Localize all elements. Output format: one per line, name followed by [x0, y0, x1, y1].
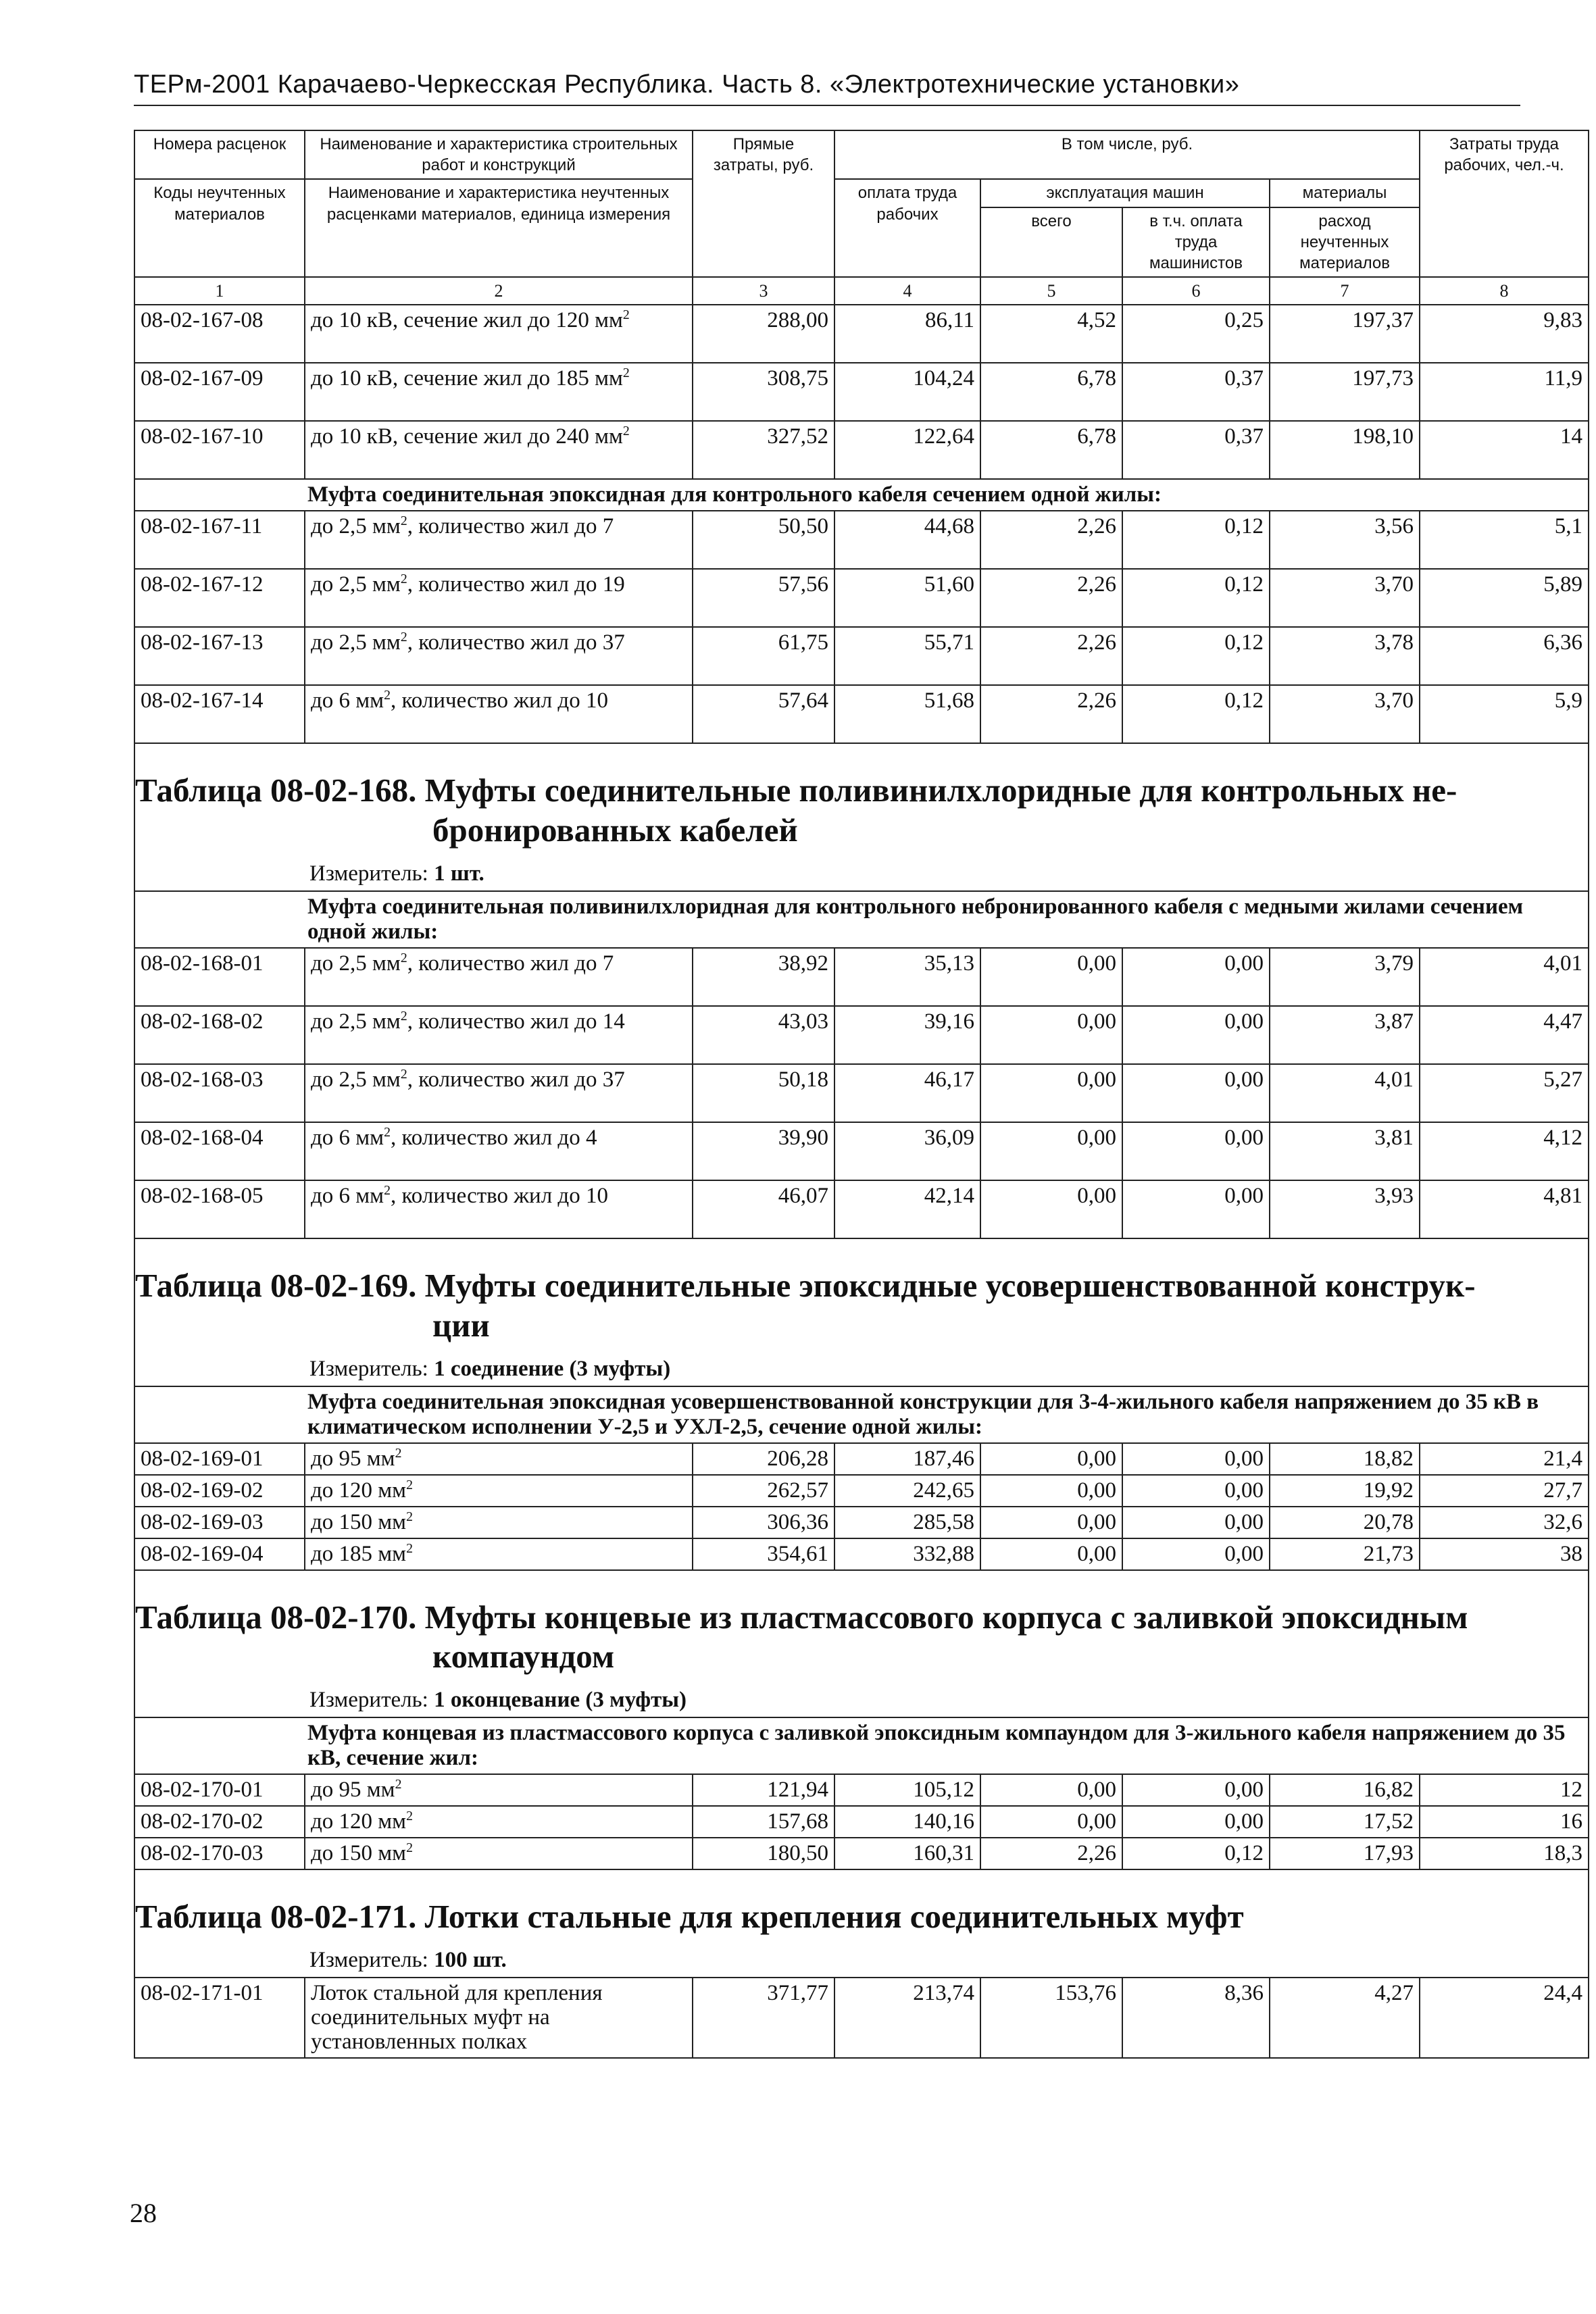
rate-code-cell: 08-02-169-04: [134, 1538, 305, 1570]
direct-costs-cell: 50,50: [693, 511, 834, 569]
direct-costs-cell: 308,75: [693, 363, 834, 421]
labor-pay-cell: 46,17: [834, 1064, 980, 1122]
table-169-section: [134, 1238, 1589, 1386]
table-170-title: [135, 1598, 1588, 1678]
direct-costs-cell: 157,68: [693, 1806, 834, 1838]
superscript: 2: [400, 1008, 407, 1024]
rate-name-cell: [305, 948, 693, 1006]
table-170-measure: [135, 1688, 1588, 1713]
rate-code-cell: 08-02-170-03: [134, 1838, 305, 1869]
rate-name-cell: [305, 1538, 693, 1570]
rate-name-cell: [305, 1507, 693, 1538]
rate-name-text: , количество жил до 10: [390, 688, 608, 713]
materials-cell: 3,93: [1270, 1180, 1420, 1238]
table-row: [134, 1180, 1589, 1238]
labor-costs-cell: 21,4: [1420, 1443, 1589, 1475]
superscript: 2: [406, 1840, 413, 1856]
rate-code-cell: 08-02-170-02: [134, 1806, 305, 1838]
table-171-section: [134, 1869, 1589, 1978]
machinist-pay-cell: 0,12: [1122, 627, 1270, 685]
materials-cell: 20,78: [1270, 1507, 1420, 1538]
labor-costs-cell: 5,27: [1420, 1064, 1589, 1122]
superscript: 2: [400, 513, 407, 529]
superscript: 2: [395, 1445, 402, 1461]
column-number: 2: [305, 277, 693, 305]
table-row: [134, 1475, 1589, 1507]
materials-cell: 21,73: [1270, 1538, 1420, 1570]
machines-cell: 0,00: [980, 1180, 1122, 1238]
machines-cell: 0,00: [980, 1475, 1122, 1507]
machinist-pay-cell: 0,00: [1122, 1006, 1270, 1064]
labor-costs-cell: 12: [1420, 1774, 1589, 1806]
superscript: 2: [406, 1509, 413, 1524]
rate-code-cell: 08-02-168-01: [134, 948, 305, 1006]
table-row: [134, 1538, 1589, 1570]
rate-name-text: до 120 мм: [311, 1809, 407, 1834]
machines-cell: 4,52: [980, 305, 1122, 363]
table-168-measure: [135, 861, 1588, 886]
rate-name-text: , количество жил до 37: [407, 630, 625, 655]
materials-cell: 197,73: [1270, 363, 1420, 421]
rate-name-cell: [305, 1774, 693, 1806]
column-number: 8: [1420, 277, 1589, 305]
materials-cell: 3,56: [1270, 511, 1420, 569]
header-unaccounted-materials: расход неучтенных материалов: [1270, 207, 1420, 278]
header-work-name: Наименование и характеристика строительных работ и конструкций: [305, 130, 693, 179]
table-168-section: [134, 743, 1589, 891]
materials-cell: 3,78: [1270, 627, 1420, 685]
rate-name-cell: [305, 1122, 693, 1180]
rate-name-text: до 150 мм: [311, 1841, 407, 1866]
table-title-line: Таблица 08-02-170. Муфты концевые из пластмассового корпуса с заливкой эпоксидным: [135, 1598, 1468, 1636]
superscript: 2: [622, 366, 630, 381]
labor-costs-cell: 4,12: [1420, 1122, 1589, 1180]
rates-sheet: [134, 130, 1588, 2059]
page-number: 28: [130, 2198, 157, 2228]
machinist-pay-cell: 0,00: [1122, 1180, 1270, 1238]
machines-cell: 0,00: [980, 1806, 1122, 1838]
header-material-name: Наименование и характеристика неучтенных расценками материалов, единица измерения: [305, 179, 693, 277]
machines-cell: 0,00: [980, 1064, 1122, 1122]
direct-costs-cell: 61,75: [693, 627, 834, 685]
labor-costs-cell: 27,7: [1420, 1475, 1589, 1507]
machinist-pay-cell: 0,12: [1122, 1838, 1270, 1869]
table-row: [134, 421, 1589, 479]
table-171-measure: [135, 1948, 1588, 1973]
machines-cell: 153,76: [980, 1978, 1122, 2058]
rate-name-text: до 2,5 мм: [311, 572, 401, 597]
rate-name-text: до 6 мм: [311, 1125, 384, 1150]
labor-costs-cell: 6,36: [1420, 627, 1589, 685]
rates-table: [134, 130, 1589, 2059]
materials-cell: 3,70: [1270, 685, 1420, 743]
section-caption: Муфта концевая из пластмассового корпуса с заливкой эпоксидным компаундом для 3-жильного кабеля напряжением до 35 кВ, сечение жил:: [305, 1717, 1589, 1774]
direct-costs-cell: 39,90: [693, 1122, 834, 1180]
column-number: 7: [1270, 277, 1420, 305]
block-167-rows: [134, 305, 1589, 479]
table-169-title: [135, 1266, 1588, 1346]
labor-costs-cell: 5,89: [1420, 569, 1589, 627]
table-row: [134, 1774, 1589, 1806]
table-168-rows: [134, 948, 1589, 1238]
direct-costs-cell: 50,18: [693, 1064, 834, 1122]
rate-name-cell: [305, 1443, 693, 1475]
table-170-rows: [134, 1774, 1589, 1869]
machinist-pay-cell: 0,12: [1122, 685, 1270, 743]
materials-cell: 3,79: [1270, 948, 1420, 1006]
machines-cell: 6,78: [980, 421, 1122, 479]
column-numbers-row: [134, 277, 1589, 305]
labor-costs-cell: 24,4: [1420, 1978, 1589, 2058]
labor-costs-cell: 38: [1420, 1538, 1589, 1570]
superscript: 2: [384, 1182, 391, 1198]
rate-code-cell: 08-02-167-08: [134, 305, 305, 363]
direct-costs-cell: 121,94: [693, 1774, 834, 1806]
materials-cell: 18,82: [1270, 1443, 1420, 1475]
rate-name-cell: [305, 569, 693, 627]
direct-costs-cell: 206,28: [693, 1443, 834, 1475]
materials-cell: 4,27: [1270, 1978, 1420, 2058]
table-169-rows: [134, 1443, 1589, 1570]
table-170-section: [134, 1570, 1589, 1718]
labor-costs-cell: 4,81: [1420, 1180, 1589, 1238]
materials-cell: 16,82: [1270, 1774, 1420, 1806]
materials-cell: 197,37: [1270, 305, 1420, 363]
superscript: 2: [622, 424, 630, 439]
table-title-line: бронированных кабелей: [432, 811, 798, 849]
rate-name-cell: [305, 511, 693, 569]
rate-name-text: Лоток стальной для крепления соединительных муфт на установленных полках: [311, 1980, 603, 2055]
table-row: [134, 685, 1589, 743]
rate-name-text: , количество жил до 19: [407, 572, 625, 597]
header-total: всего: [980, 207, 1122, 278]
rate-name-cell: [305, 1180, 693, 1238]
rate-code-cell: 08-02-169-01: [134, 1443, 305, 1475]
direct-costs-cell: 180,50: [693, 1838, 834, 1869]
labor-pay-cell: 39,16: [834, 1006, 980, 1064]
rate-name-cell: [305, 1475, 693, 1507]
superscript: 2: [400, 572, 407, 587]
labor-pay-cell: 35,13: [834, 948, 980, 1006]
labor-costs-cell: 5,9: [1420, 685, 1589, 743]
header-machine-ops: эксплуатация машин: [980, 179, 1270, 207]
rate-name-text: , количество жил до 7: [407, 514, 614, 539]
machinist-pay-cell: 0,00: [1122, 1122, 1270, 1180]
table-title-line: Таблица 08-02-171. Лотки стальные для крепления соединительных муфт: [135, 1898, 1244, 1936]
section-caption: Муфта соединительная поливинилхлоридная для контрольного небронированного кабеля с медными жилами сечением одной жилы:: [305, 891, 1589, 948]
rate-name-text: до 120 мм: [311, 1478, 407, 1503]
table-row: [134, 1507, 1589, 1538]
column-number: 6: [1122, 277, 1270, 305]
block-167-rows-2: [134, 511, 1589, 743]
header-incl-machinist: в т.ч. оплата труда машинистов: [1122, 207, 1270, 278]
table-170-caption-row: [134, 1717, 1589, 1774]
superscript: 2: [384, 688, 391, 703]
table-row: [134, 363, 1589, 421]
rate-name-text: , количество жил до 7: [407, 951, 614, 976]
materials-cell: 19,92: [1270, 1475, 1420, 1507]
materials-cell: 3,81: [1270, 1122, 1420, 1180]
table-row: [134, 569, 1589, 627]
machinist-pay-cell: 0,00: [1122, 1443, 1270, 1475]
superscript: 2: [400, 630, 407, 645]
rate-code-cell: 08-02-171-01: [134, 1978, 305, 2058]
rate-name-text: до 2,5 мм: [311, 1009, 401, 1034]
rate-name-text: , количество жил до 4: [390, 1125, 597, 1150]
machinist-pay-cell: 0,00: [1122, 1538, 1270, 1570]
table-title-line: ции: [432, 1306, 490, 1344]
rate-code-cell: 08-02-167-11: [134, 511, 305, 569]
machinist-pay-cell: 0,00: [1122, 948, 1270, 1006]
direct-costs-cell: 327,52: [693, 421, 834, 479]
rate-name-text: , количество жил до 10: [390, 1183, 608, 1208]
labor-pay-cell: 122,64: [834, 421, 980, 479]
labor-costs-cell: 32,6: [1420, 1507, 1589, 1538]
table-row: [134, 1806, 1589, 1838]
labor-pay-cell: 285,58: [834, 1507, 980, 1538]
labor-pay-cell: 242,65: [834, 1475, 980, 1507]
table-row: [134, 1122, 1589, 1180]
labor-pay-cell: 51,68: [834, 685, 980, 743]
machinist-pay-cell: 0,00: [1122, 1507, 1270, 1538]
direct-costs-cell: 262,57: [693, 1475, 834, 1507]
labor-pay-cell: 44,68: [834, 511, 980, 569]
machines-cell: 2,26: [980, 569, 1122, 627]
rate-name-cell: [305, 305, 693, 363]
machines-cell: 2,26: [980, 685, 1122, 743]
block-167-caption-row: [134, 479, 1589, 511]
labor-pay-cell: 36,09: [834, 1122, 980, 1180]
direct-costs-cell: 57,56: [693, 569, 834, 627]
machines-cell: 0,00: [980, 1507, 1122, 1538]
rate-code-cell: 08-02-168-05: [134, 1180, 305, 1238]
rate-name-text: , количество жил до 37: [407, 1067, 625, 1092]
table-171-rows: [134, 1978, 1589, 2058]
labor-pay-cell: 332,88: [834, 1538, 980, 1570]
page-header: ТЕРм-2001 Карачаево-Черкесская Республика. Часть 8. «Электротехнические установки»: [134, 70, 1520, 106]
column-number: 1: [134, 277, 305, 305]
measure-value: 1 шт.: [434, 861, 484, 886]
materials-cell: 198,10: [1270, 421, 1420, 479]
measure-label: Измеритель:: [309, 1947, 434, 1972]
labor-pay-cell: 51,60: [834, 569, 980, 627]
labor-pay-cell: 160,31: [834, 1838, 980, 1869]
rate-name-text: до 6 мм: [311, 688, 384, 713]
labor-pay-cell: 105,12: [834, 1774, 980, 1806]
machinist-pay-cell: 0,37: [1122, 363, 1270, 421]
direct-costs-cell: 371,77: [693, 1978, 834, 2058]
rate-name-cell: [305, 627, 693, 685]
section-caption: Муфта соединительная эпоксидная усовершенствованной конструкции для 3-4-жильного кабеля напряжением до 35 кВ в климатическом исполнении У-2,5 и УХЛ-2,5, сечение одной жилы:: [305, 1386, 1589, 1443]
materials-cell: 17,93: [1270, 1838, 1420, 1869]
rate-name-cell: [305, 421, 693, 479]
machinist-pay-cell: 0,37: [1122, 421, 1270, 479]
measure-label: Измеритель:: [309, 1688, 434, 1713]
direct-costs-cell: 288,00: [693, 305, 834, 363]
rate-code-cell: 08-02-170-01: [134, 1774, 305, 1806]
header-materials: материалы: [1270, 179, 1420, 207]
rate-name-text: до 6 мм: [311, 1183, 384, 1208]
machinist-pay-cell: 0,00: [1122, 1475, 1270, 1507]
rate-name-text: до 2,5 мм: [311, 630, 401, 655]
rate-code-cell: 08-02-167-09: [134, 363, 305, 421]
table-168-caption-row: [134, 891, 1589, 948]
machinist-pay-cell: 0,00: [1122, 1806, 1270, 1838]
table-title-line: компаундом: [432, 1638, 615, 1676]
labor-costs-cell: 4,47: [1420, 1006, 1589, 1064]
table-168-title: [135, 771, 1588, 851]
labor-pay-cell: 55,71: [834, 627, 980, 685]
labor-pay-cell: 86,11: [834, 305, 980, 363]
labor-pay-cell: 42,14: [834, 1180, 980, 1238]
labor-pay-cell: 104,24: [834, 363, 980, 421]
table-row: [134, 1838, 1589, 1869]
rate-code-cell: 08-02-169-02: [134, 1475, 305, 1507]
rate-name-text: до 95 мм: [311, 1446, 395, 1471]
machines-cell: 0,00: [980, 1774, 1122, 1806]
rate-code-cell: 08-02-167-14: [134, 685, 305, 743]
header-codes: Коды неучтенных материалов: [134, 179, 305, 277]
header-labor-pay: оплата труда рабочих: [834, 179, 980, 277]
machines-cell: 2,26: [980, 511, 1122, 569]
measure-value: 1 соединение (3 муфты): [434, 1356, 671, 1381]
table-row: [134, 305, 1589, 363]
machines-cell: 6,78: [980, 363, 1122, 421]
superscript: 2: [406, 1477, 413, 1492]
labor-costs-cell: 5,1: [1420, 511, 1589, 569]
machinist-pay-cell: 8,36: [1122, 1978, 1270, 2058]
superscript: 2: [406, 1809, 413, 1824]
machines-cell: 0,00: [980, 1006, 1122, 1064]
labor-costs-cell: 14: [1420, 421, 1589, 479]
superscript: 2: [406, 1540, 413, 1556]
section-caption: Муфта соединительная эпоксидная для контрольного кабеля сечением одной жилы:: [305, 479, 1589, 511]
rate-name-cell: [305, 685, 693, 743]
rate-name-cell: [305, 363, 693, 421]
rate-name-text: до 150 мм: [311, 1509, 407, 1534]
rate-name-text: до 95 мм: [311, 1778, 395, 1803]
direct-costs-cell: 46,07: [693, 1180, 834, 1238]
rate-code-cell: 08-02-168-02: [134, 1006, 305, 1064]
rate-code-cell: 08-02-168-03: [134, 1064, 305, 1122]
materials-cell: 3,87: [1270, 1006, 1420, 1064]
rate-name-text: до 2,5 мм: [311, 514, 401, 539]
table-row: [134, 511, 1589, 569]
labor-costs-cell: 11,9: [1420, 363, 1589, 421]
rate-name-cell: [305, 1006, 693, 1064]
rate-code-cell: 08-02-169-03: [134, 1507, 305, 1538]
table-169-caption-row: [134, 1386, 1589, 1443]
rate-name-text: , количество жил до 14: [407, 1009, 625, 1034]
table-row: [134, 627, 1589, 685]
materials-cell: 17,52: [1270, 1806, 1420, 1838]
labor-costs-cell: 9,83: [1420, 305, 1589, 363]
superscript: 2: [400, 950, 407, 965]
rate-name-text: до 10 кВ, сечение жил до 120 мм: [311, 308, 623, 333]
rate-name-cell: [305, 1838, 693, 1869]
machines-cell: 2,26: [980, 627, 1122, 685]
machinist-pay-cell: 0,12: [1122, 569, 1270, 627]
column-number: 5: [980, 277, 1122, 305]
rate-name-cell: [305, 1978, 693, 2058]
table-row: [134, 1064, 1589, 1122]
table-171-title: [135, 1897, 1588, 1937]
machinist-pay-cell: 0,00: [1122, 1064, 1270, 1122]
rate-name-text: до 10 кВ, сечение жил до 240 мм: [311, 424, 623, 449]
measure-value: 100 шт.: [434, 1947, 507, 1972]
labor-costs-cell: 18,3: [1420, 1838, 1589, 1869]
table-title-line: Таблица 08-02-168. Муфты соединительные поливинилхлоридные для контрольных не-: [135, 772, 1457, 809]
materials-cell: 4,01: [1270, 1064, 1420, 1122]
superscript: 2: [400, 1066, 407, 1082]
table-row: [134, 1443, 1589, 1475]
header-labor-costs: Затраты труда рабочих, чел.-ч.: [1420, 130, 1589, 277]
header-direct-costs: Прямые затраты, руб.: [693, 130, 834, 277]
labor-costs-cell: 16: [1420, 1806, 1589, 1838]
rate-code-cell: 08-02-167-10: [134, 421, 305, 479]
table-169-measure: [135, 1357, 1588, 1382]
rate-name-text: до 2,5 мм: [311, 1067, 401, 1092]
labor-pay-cell: 187,46: [834, 1443, 980, 1475]
table-row: [134, 948, 1589, 1006]
direct-costs-cell: 43,03: [693, 1006, 834, 1064]
rate-name-text: до 2,5 мм: [311, 951, 401, 976]
rate-name-cell: [305, 1806, 693, 1838]
machines-cell: 0,00: [980, 1538, 1122, 1570]
machines-cell: 0,00: [980, 948, 1122, 1006]
machinist-pay-cell: 0,25: [1122, 305, 1270, 363]
labor-pay-cell: 140,16: [834, 1806, 980, 1838]
direct-costs-cell: 306,36: [693, 1507, 834, 1538]
superscript: 2: [384, 1124, 391, 1140]
rate-name-text: до 185 мм: [311, 1541, 407, 1566]
rate-name-cell: [305, 1064, 693, 1122]
direct-costs-cell: 38,92: [693, 948, 834, 1006]
rate-code-cell: 08-02-167-13: [134, 627, 305, 685]
direct-costs-cell: 57,64: [693, 685, 834, 743]
labor-pay-cell: 213,74: [834, 1978, 980, 2058]
rate-code-cell: 08-02-168-04: [134, 1122, 305, 1180]
superscript: 2: [395, 1777, 402, 1792]
table-title-line: Таблица 08-02-169. Муфты соединительные эпоксидные усовершенствованной конструк-: [135, 1266, 1476, 1304]
machines-cell: 2,26: [980, 1838, 1122, 1869]
materials-cell: 3,70: [1270, 569, 1420, 627]
labor-costs-cell: 4,01: [1420, 948, 1589, 1006]
machinist-pay-cell: 0,12: [1122, 511, 1270, 569]
measure-label: Измеритель:: [309, 1356, 434, 1381]
rate-name-text: до 10 кВ, сечение жил до 185 мм: [311, 366, 623, 391]
rate-code-cell: 08-02-167-12: [134, 569, 305, 627]
machinist-pay-cell: 0,00: [1122, 1774, 1270, 1806]
table-row: [134, 1978, 1589, 2058]
measure-value: 1 оконцевание (3 муфты): [434, 1688, 687, 1713]
direct-costs-cell: 354,61: [693, 1538, 834, 1570]
column-number: 4: [834, 277, 980, 305]
measure-label: Измеритель:: [309, 861, 434, 886]
superscript: 2: [622, 307, 630, 323]
column-number: 3: [693, 277, 834, 305]
machines-cell: 0,00: [980, 1122, 1122, 1180]
header-incl: В том числе, руб.: [834, 130, 1420, 179]
table-row: [134, 1006, 1589, 1064]
header-rate-numbers: Номера расценок: [134, 130, 305, 179]
machines-cell: 0,00: [980, 1443, 1122, 1475]
